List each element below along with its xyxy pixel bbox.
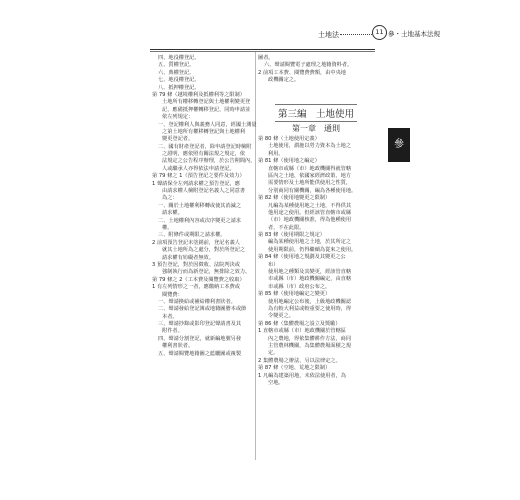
text-line: 1 直轄市或縣（市）地政機關於管轄區 — [258, 328, 346, 335]
text-line: 七、地役權登記。 — [158, 77, 200, 84]
text-line: 需要情形及土地所能供使用之性質， — [268, 180, 352, 187]
text-line: 一、聲請換給或補給權利書狀者。 — [158, 298, 236, 305]
text-line: 權。 — [162, 224, 173, 231]
text-line: 二、聲請發給登記簿或地籍圖謄本或節 — [158, 306, 247, 313]
text-line: 他用途之使用。但經該管直轄市或縣 — [268, 209, 352, 216]
column-divider — [255, 52, 256, 460]
text-line: 五、聲請閱覽地籍圖之藍曬圖或複製 — [158, 350, 242, 357]
text-line: 第 80 條（土地使用定義） — [258, 136, 320, 142]
part-title: 第三編 土地使用 — [275, 104, 357, 122]
text-line: 三、聲請抄錄或影印登記聲請書及其 — [158, 321, 242, 328]
text-line: 八、抵押權登記。 — [158, 84, 200, 91]
text-line: 區內之土地，依國家經濟政策、地方 — [268, 172, 352, 179]
page-number: 11 — [372, 25, 387, 40]
chapter-title: 第一章 通則 — [292, 124, 340, 133]
text-line: 之證明，應依照有關法規之規定，依 — [162, 151, 246, 158]
text-line: 第 79 條（越境權利及抵權利等之限制） — [152, 91, 245, 98]
text-line: 第 87 條（空地、荒地之限制） — [258, 365, 331, 372]
text-line: 凡編為某種使用地之土地，不得供其 — [268, 202, 352, 209]
text-line: 第 79 條之 2（工本費及閱覽費之收取） — [152, 276, 245, 283]
text-line: 圖者。 — [258, 55, 274, 61]
text-line: 利用。 — [268, 150, 284, 157]
text-line: 1 凡編為建築用地，未依法使用者，為 — [258, 372, 346, 379]
text-line: 強制執行而為新登記，無排除之效力。 — [162, 269, 251, 276]
text-line: 一、登記權利人與義務人同意，經國土測量 — [158, 121, 257, 128]
text-line: （市）地政機關核准，得為他種使用 — [268, 217, 352, 224]
text-line: 市或縣（市）政府公布之。 — [268, 283, 331, 290]
text-line: 記，應備抵押權轉移登記，同時申請並 — [162, 106, 251, 113]
text-line: 分別商同有關機關，編為各種使用地。 — [268, 187, 357, 194]
text-line: 使用地編定公布後，上級地政機關認 — [268, 298, 352, 305]
text-line: 第 79 條之 1（預告登記之要件及效力） — [152, 173, 245, 180]
text-line: 第 83 條（使用期限之規定） — [258, 232, 325, 239]
text-line: 1 有左列情形之一者，應繳納工本費或 — [152, 284, 240, 291]
text-line: 五、質權登記。 — [158, 62, 195, 69]
text-line: 六、典權登記。 — [158, 69, 195, 76]
text-line: 四、地役權登記。 — [158, 55, 200, 61]
text-line: 本者。 — [162, 313, 178, 320]
running-title: 土地法 — [318, 31, 339, 39]
text-line: 令變更之。 — [268, 313, 294, 320]
text-line: 使用期限前，仍得繼續為從來之使用。 — [268, 246, 357, 253]
text-line: 法規定之公告程序辦理，於公告期間內， — [162, 158, 256, 165]
text-line: 閱覽費： — [162, 291, 183, 298]
text-line: 直轄市或縣（市）地政機關得就管轄 — [268, 165, 352, 172]
text-line: 變更登記者。 — [162, 136, 194, 143]
text-line: 第 85 條（使用地編定之變更） — [258, 291, 331, 298]
text-line: 政機關定之。 — [268, 77, 300, 84]
text-line: 2 前項預告登記未塗銷前，登記名義人 — [152, 239, 240, 246]
text-line: 編為某種使用地之土地，於其所定之 — [268, 239, 352, 246]
text-line: 為有較大利益或較重要之使用時，得 — [268, 305, 352, 312]
text-line: 市或縣（市）地政機關編定，由直轄 — [268, 276, 352, 283]
header-dotted-leader — [340, 34, 372, 35]
text-line: 就其土地所為之處分，對於所登記之 — [162, 247, 246, 254]
text-line: 之第土地所有權移轉登記與土地權利 — [162, 128, 246, 135]
text-line: 第 84 條（使用地之規劃及其變更之公 — [258, 254, 346, 261]
text-line: 四、聲請分割登記，就新編地號另發 — [158, 335, 242, 342]
right-column-top — [258, 55, 376, 85]
text-line: 布） — [268, 261, 279, 268]
text-line: 空地。 — [268, 379, 284, 386]
right-column-body — [258, 136, 376, 387]
text-line: 一、關於土地權利移轉或使其消滅之 — [158, 202, 242, 209]
text-line: 定。 — [268, 350, 279, 357]
text-line: 1 聲請保全左列請求權之預告登記，應 — [152, 180, 240, 187]
text-line: 第 86 條（集體農場之設立及獎勵） — [258, 320, 341, 327]
chapter-tab[interactable]: 參 — [388, 128, 410, 162]
text-line: 請求權有妨礙者無效。 — [162, 254, 214, 261]
header-rule-second — [150, 51, 375, 52]
text-line: 者，不在此限。 — [268, 224, 305, 231]
left-column — [152, 55, 257, 358]
text-line: 3 預告登記，對於因徵收、法院判決或 — [152, 261, 240, 268]
text-line: 三、附條件或期限之請求權。 — [158, 232, 226, 239]
text-line: 內之農地，得依集體耕作方法，商同 — [268, 335, 352, 342]
text-line: 由請求權人檢附登記名義人之同意書 — [162, 188, 246, 195]
section-label: 參・土地基本法規 — [388, 30, 440, 38]
text-line: 2 集體農場之辦法，另以法律定之。 — [258, 357, 341, 364]
text-line: 第 82 條（使用地變更之限制） — [258, 195, 331, 202]
text-line: 第 81 條（使用地之編定） — [258, 158, 320, 165]
text-line: 土地所有權移轉登記與土地權利變更登 — [162, 99, 251, 106]
text-line: 六、聲請閱覽電子處理之地籍資料者。 — [264, 62, 353, 69]
text-line: 權利書狀者。 — [162, 343, 194, 350]
text-line: 2 前項工本費、閱覽費費額，由中央地 — [258, 69, 346, 76]
text-line: 土地使用，謂施以勞力資本為土地之 — [268, 143, 352, 150]
text-line: 二、國有財產登記者，除申請登記時檢附 — [158, 143, 252, 150]
text-line: 請求權。 — [162, 210, 183, 217]
text-line: 二、土地權利內容或次序變更之請求 — [158, 217, 242, 224]
text-line: 人或繼承人亦得依法申請登記。 — [162, 165, 235, 172]
text-line: 為之： — [162, 195, 178, 202]
text-line: 附件者。 — [162, 328, 183, 335]
text-line: 依左列規定： — [162, 114, 194, 121]
text-line: 使用地之種類及其變更，經該管直轄 — [268, 269, 352, 276]
text-line: 主管農林機關，為集體農場面積之規 — [268, 342, 352, 349]
header-rule — [150, 49, 375, 50]
